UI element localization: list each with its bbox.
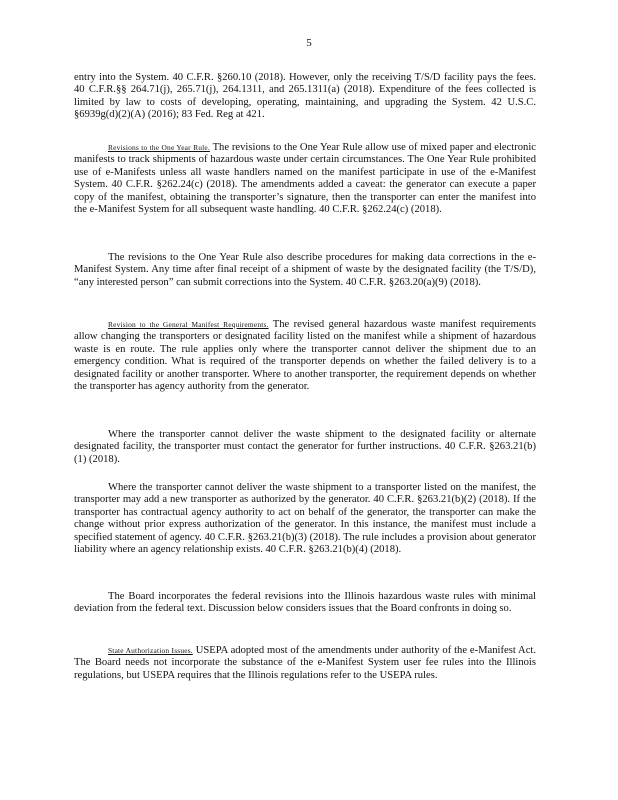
paragraph-new-transporter — [74, 482, 536, 556]
paragraph-text: The revisions to the One Year Rule allow use of mixed paper and electronic manifests to track shipments of hazardous waste under certain circumstances. The One Year Rule prohibited use of e-Manifests unless all waste handlers named on the manifest participate in use of the e-Manifest System. 40 C.F.R. §262.24(c) (2018). The amendments added a caveat: the generator can execute a paper copy of the manifest, obtaining the transporter’s signature, then the transporter can enter the manifest into the e-Manifest System for all subsequent waste handling. 40 C.F.R. §262.24(c) (2018). — [74, 142, 536, 216]
paragraph-text: Where the transporter cannot deliver the waste shipment to a transporter listed on the manifest, the transporter may add a new transporter as authorized by the generator. 40 C.F.R. §263.21(b)(2) (2018). If the transporter has contractual agency authority to act on behalf of the generator, the transporter can make the change without prior express authorization of the generator. In this instance, the manifest must include a specified statement of agency. 40 C.F.R. §263.21(b)(3) (2018). The rule includes a provision about generator liability where an agency relationship exists. 40 C.F.R. §263.21(b)(4) (2018). — [74, 482, 536, 556]
section-heading-general-manifest: Revision to the General Manifest Requirements. — [108, 320, 269, 329]
paragraph-designated-facility — [74, 429, 536, 466]
paragraph-text: The revisions to the One Year Rule also describe procedures for making data corrections in the e-Manifest System. Any time after final receipt of a shipment of waste by the designated facility (the T/S/D), “any interested person” can submit corrections into the System. 40 C.F.R. §263.20(a)(9) (2018). — [74, 252, 536, 288]
paragraph-fees — [74, 72, 536, 122]
section-heading-one-year-rule: Revisions to the One Year Rule. — [108, 143, 210, 152]
paragraph-board-incorporates — [74, 591, 536, 616]
paragraph-state-authorization — [74, 645, 536, 682]
page-number: 5 — [306, 37, 312, 49]
paragraph-text: Where the transporter cannot deliver the waste shipment to the designated facility or alternate designated facility, the transporter must contact the generator for further instructions. 40 C.F.R. §263.21(b)(1) (2018). — [74, 429, 536, 465]
paragraph-one-year-rule — [74, 142, 536, 216]
paragraph-text: The Board incorporates the federal revisions into the Illinois hazardous waste rules with minimal deviation from the federal text. Discussion below considers issues that the Board confronts in doing so. — [74, 591, 536, 615]
paragraph-data-corrections — [74, 252, 536, 289]
paragraph-text: USEPA adopted most of the amendments under authority of the e-Manifest Act. The Board needs not incorporate the substance of the e-Manifest System user fee rules into the Illinois regulations, but USEPA requires that the Illinois regulations refer to the USEPA rules. — [74, 645, 536, 681]
paragraph-general-manifest — [74, 319, 536, 393]
paragraph-text: entry into the System. 40 C.F.R. §260.10 (2018). However, only the receiving T/S/D facility pays the fees. 40 C.F.R.§§ 264.71(j), 265.71(j), 264.1311, and 265.1311(a) (2018). Expenditure of the fees collected is limited by law to costs of developing, operating, maintaining, and upgrading the System. 42 U.S.C. §6939g(d)(2)(A) (2016); 83 Fed. Reg at 421. — [74, 72, 536, 121]
paragraph-text: The revised general hazardous waste manifest requirements allow changing the transporters or designated facility listed on the manifest while a shipment of hazardous waste is en route. The rule applies only where the transporter cannot deliver the shipment due to an emergency condition. What is required of the transporter depends on whether the failed delivery is to a designated facility or another transporter. Where to another transporter, the requirement depends on whether the transporter has agency authority from the generator. — [74, 319, 536, 393]
section-heading-state-authorization: State Authorization Issues. — [108, 646, 193, 655]
